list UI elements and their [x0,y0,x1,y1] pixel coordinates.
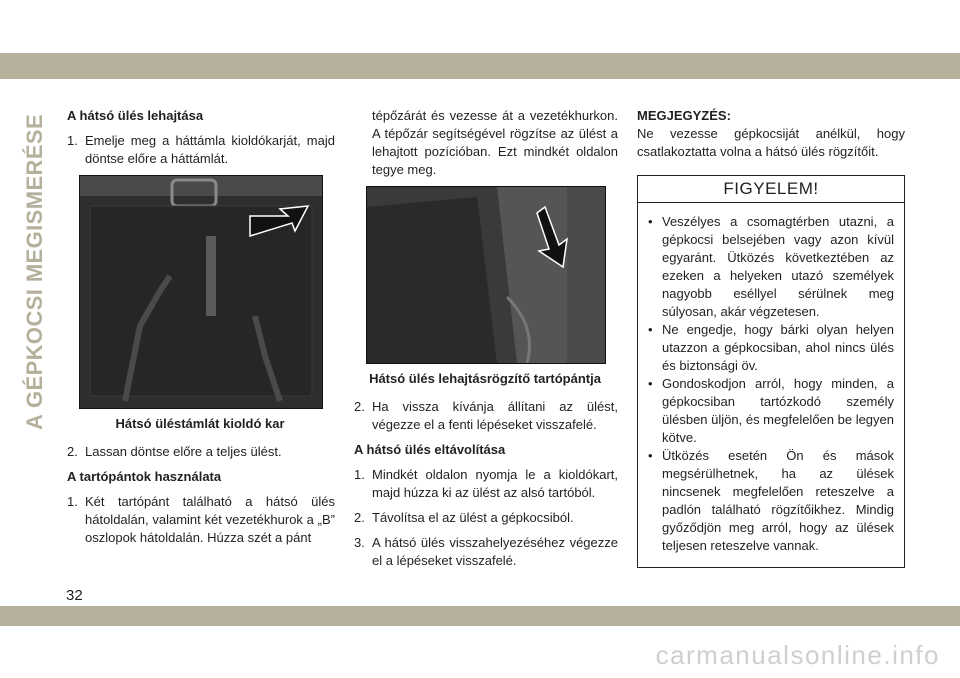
step-text: Emelje meg a háttámla kioldókarját, majd döntse előre a háttámlát. [85,133,335,166]
step-number: 2. [354,399,365,414]
bullet-text: Gondoskodjon arról, hogy minden, a gépkocsiban tartózkodó személy ülésben üljön, és megfelelően be legyen kötve. [662,376,895,445]
bullet-text: Ütközés esetén Ön és mások megsérülhetnek, ha az ülések nincsenek megfelelően reteszelve a padlón található rögzítőikhez. Mindig győződjön meg arról, hogy az ülések teljesen reteszelve vannak. [662,448,894,553]
step-text: Lassan döntse előre a teljes ülést. [85,444,282,459]
bullet-icon: • [648,214,653,229]
heading-fold-seat: A hátsó ülés lehajtása [67,108,204,123]
step-item [354,466,618,502]
step-text: Mindkét oldalon nyomja le a kioldókart, majd húzza ki az ülést az alsó tartóból. [372,467,618,500]
figure-caption: Hátsó üléstámlát kioldó kar [115,416,285,431]
section-side-label: A GÉPKOCSI MEGISMERÉSE [22,113,47,430]
step-text: Két tartópánt található a hátsó ülés hátoldalán, valamint két vezetékhurok a „B” oszlopok hátoldalán. Húzza szét a pánt [85,494,335,545]
figure-seatback-release [79,175,335,433]
bullet-text: Ne engedje, hogy bárki olyan helyen utazzon a gépkocsiban, ahol nincs ülés és biztonsági öv. [662,322,894,373]
top-band [0,53,960,79]
seatback-release-photo [79,175,323,409]
note-heading: MEGJEGYZÉS: [637,108,731,123]
warning-bullet [648,375,894,447]
heading-straps: A tartópántok használata [67,469,222,484]
step-number: 1. [67,494,78,509]
fold-strap-photo [366,186,606,364]
page-number: 32 [66,587,83,604]
warning-list [638,203,904,567]
step-item [354,398,618,434]
footer-watermark: carmanualsonline.info [655,640,940,670]
bullet-icon: • [648,376,653,391]
step-item [354,509,618,527]
step-item [67,493,335,547]
step-text: Távolítsa el az ülést a gépkocsiból. [372,510,574,525]
figure-fold-strap [366,186,618,388]
step-number: 1. [354,467,365,482]
step-text: A hátsó ülés visszahelyezéséhez végezze el a lépéseket visszafelé. [372,535,618,568]
column-right [637,107,905,568]
figure-caption: Hátsó ülés lehajtásrögzítő tartópántja [369,371,601,386]
heading-remove-seat: A hátsó ülés eltávolítása [354,442,506,457]
note-text: Ne vezesse gépkocsiját anélkül, hogy csatlakoztatta volna a hátsó ülés rögzítőit. [637,126,905,159]
step-number: 1. [67,133,78,148]
step-item [354,534,618,570]
bullet-icon: • [648,448,653,463]
step-item [67,132,335,168]
step-text: Ha vissza kívánja állítani az ülést, végezze el a fenti lépéseket visszafelé. [372,399,618,432]
warning-box [637,175,905,568]
step-number: 2. [67,444,78,459]
warning-bullet [648,213,894,321]
bottom-band [0,606,960,626]
column-left [67,107,335,554]
step-number: 3. [354,535,365,550]
warning-bullet [648,321,894,375]
step-number: 2. [354,510,365,525]
warning-title: FIGYELEM! [638,176,904,203]
column-middle [354,107,618,577]
continued-text: tépőzárát és vezesse át a vezetékhurkon. A tépőzár segítségével rögzítse az ülést a lehajtott pozícióban. Ezt mindkét oldalon tegye meg. [372,108,618,177]
bullet-text: Veszélyes a csomagtérben utazni, a gépkocsi belsejében vagy azon kívül egyaránt. Ütközés következtében az ezeken a helyeken utazó személyek nagyobb eséllyel sérülnek meg súlyosan, akár végzetesen. [662,214,894,319]
step-item [67,443,335,461]
warning-bullet [648,447,894,555]
bullet-icon: • [648,322,653,337]
